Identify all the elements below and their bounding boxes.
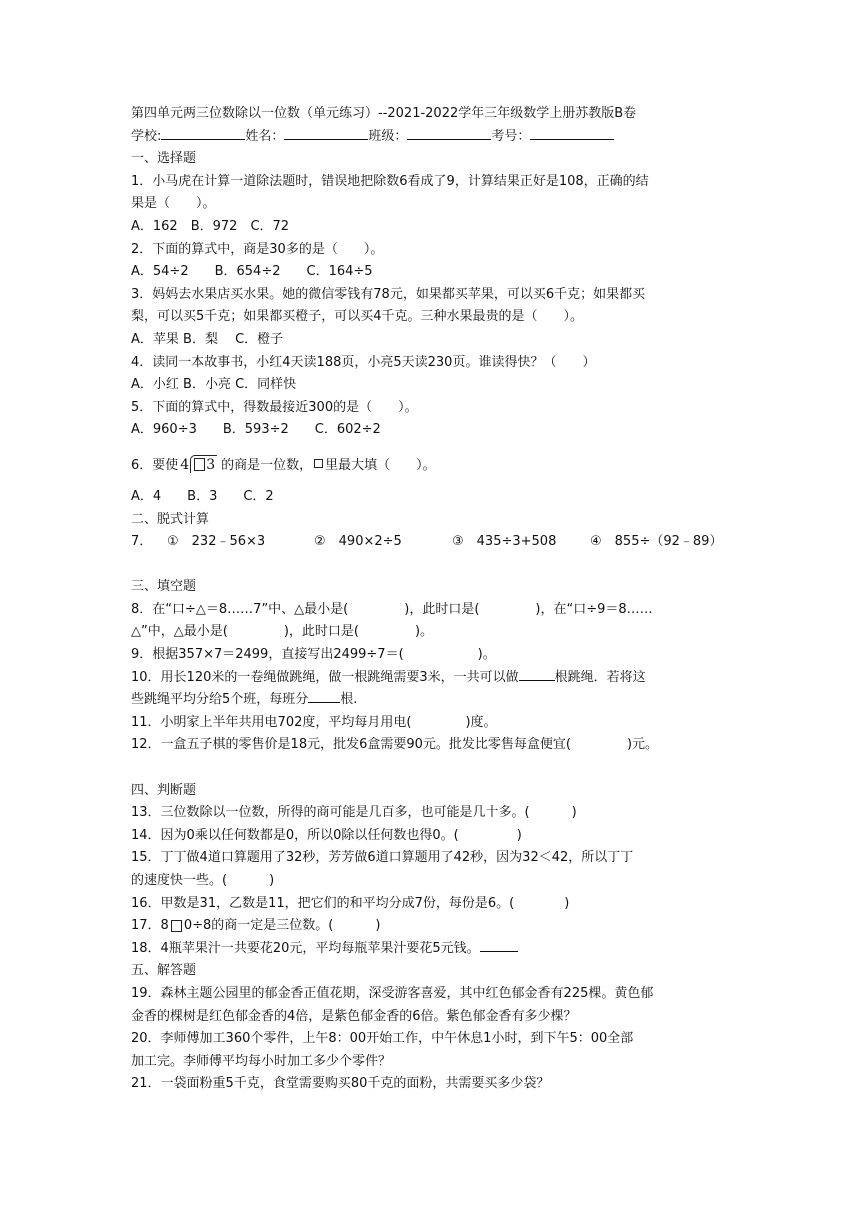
question-8-text: )，此时口是( [404, 601, 480, 617]
long-division-symbol [180, 455, 217, 473]
question-8-text: )，此时口是( [283, 624, 359, 640]
question-15-text: 的速度快一些。( [131, 873, 228, 888]
section-heading: 二、脱式计算 [131, 511, 210, 527]
question-11 [131, 712, 731, 735]
question-20-line-2: 加工完。李师傅平均每小时加工多少个零件？ [131, 1053, 392, 1069]
exam-number-field[interactable] [530, 126, 614, 140]
question-12 [131, 734, 731, 757]
question-9-text: 9．根据357×7＝2499，直接写出2499÷7＝( [131, 647, 404, 663]
question-12-text: 12．一盒五子棋的零售价是18元，批发6盒需要90元。批发比零售每盒便宜( [131, 737, 571, 753]
question-10-text: 根. [340, 692, 358, 708]
question-15-line-2 [131, 870, 731, 893]
question-6-stem [131, 442, 731, 486]
question-9 [131, 644, 731, 667]
question-13 [131, 802, 731, 825]
section-heading: 四、判断题 [131, 782, 197, 798]
question-20-line-1: 20．李师傅加工360个零件，上午8：00开始工作，中午休息1小时，到下午5：00全部 [131, 1031, 634, 1047]
section-heading: 三、填空题 [131, 579, 197, 595]
long-division-digit: 3 [206, 456, 216, 473]
question-8-text: )。 [414, 624, 434, 640]
small-box-icon [314, 459, 323, 468]
long-division-divisor: 4 [180, 456, 190, 473]
student-info-row [131, 126, 731, 149]
question-3-line-1: 3．妈妈去水果店买水果。她的微信零钱有78元，如果都买苹果，可以买6千克；如果都买 [131, 286, 646, 302]
calc-item: ① 232﹣56×3 [167, 534, 266, 550]
question-3-options: A．苹果 B．梨 C．橙子 [131, 331, 284, 347]
question-11-text: 11．小明家上半年共用电702度，平均每月用电( [131, 714, 412, 730]
calc-item: ③ 435÷3+508 [452, 534, 557, 550]
question-21: 21．一袋面粉重5千克，食堂需要购买80千克的面粉，共需要买多少袋？ [131, 1076, 550, 1092]
question-17-text: 0÷8的商一定是三位数。( [183, 918, 334, 934]
question-10-text: 10．用长120米的一卷绳做跳绳，做一根跳绳需要3米，一共可以做 [131, 669, 519, 685]
question-10-line-1 [131, 667, 731, 690]
exam-number-label: 考号： [491, 128, 531, 144]
question-1-line-1: 1．小马虎在计算一道除法题时，错误地把除数6看成了9，计算结果正好是108，正确的结 [131, 173, 649, 189]
question-8-text: )，在“口÷9＝8…… [535, 601, 653, 617]
question-19-line-2: 金香的棵树是红色郁金香的4倍，是紫色郁金香的6倍。紫色郁金香有多少棵？ [131, 1008, 577, 1024]
worksheet-title: 第四单元两三位数除以一位数（单元练习）--2021-2022学年三年级数学上册苏教版B卷 [131, 106, 637, 121]
question-15-line-1: 15．丁丁做4道口算题用了32秒，芳芳做6道口算题用了42秒，因为32＜42，所以丁丁 [131, 850, 634, 866]
question-15-text: ) [269, 873, 275, 888]
question-18-text: 18．4瓶苹果汁一共要花20元，平均每瓶苹果汁要花5元钱。 [131, 940, 480, 956]
question-13-text: ) [571, 805, 577, 821]
question-8-text: △”中，△最小是( [131, 624, 228, 640]
question-8-line-2 [131, 621, 731, 644]
answer-blank[interactable] [519, 667, 555, 681]
name-label: 姓名： [245, 128, 285, 144]
question-16-text: 16．甲数是31，乙数是11，把它们的和平均分成7份，每份是6。( [131, 895, 515, 911]
question-1-options: A．162 B．972 C．72 [131, 218, 290, 234]
question-17-text: 17．8 [131, 918, 169, 934]
question-9-text: )。 [477, 647, 496, 663]
calc-item: ② 490×2÷5 [314, 534, 402, 550]
question-6-middle: 的商是一位数， [221, 458, 313, 474]
question-6-prefix: 6．要使 [131, 458, 179, 474]
school-label: 学校: [131, 128, 162, 144]
question-6-suffix: 里最大填（ ）。 [325, 458, 436, 474]
question-14-text: ) [516, 827, 522, 843]
question-4-stem: 4．读同一本故事书，小红4天读188页，小亮5天读230页。谁读得快？（ ） [131, 354, 596, 370]
class-field[interactable] [407, 126, 491, 140]
question-10-line-2 [131, 689, 731, 712]
question-10-text: 些跳绳平均分给5个班，每班分 [131, 692, 309, 708]
question-18 [131, 938, 731, 961]
question-1-line-2: 果是（ ）。 [131, 196, 216, 212]
question-2-stem: 2．下面的算式中，商是30多的是（ ）。 [131, 241, 384, 257]
worksheet [131, 103, 731, 1096]
question-7 [131, 531, 731, 554]
question-16 [131, 893, 731, 916]
question-16-text: ) [564, 895, 570, 911]
section-heading: 五、解答题 [131, 963, 197, 979]
question-11-text: )度。 [465, 714, 497, 730]
digit-box-icon [171, 920, 182, 932]
question-19-line-1: 19．森林主题公园里的郁金香正值花期，深受游客喜爱，其中红色郁金香有225棵。黄色郁 [131, 985, 654, 1001]
question-4-options: A．小红 B．小亮 C．同样快 [131, 377, 297, 393]
answer-blank[interactable] [308, 689, 340, 703]
question-5-options: A．960÷3 B．593÷2 C．602÷2 [131, 422, 381, 438]
question-6-options: A．4 B．3 C．2 [131, 488, 274, 504]
question-5-stem: 5．下面的算式中，得数最接近300的是（ ）。 [131, 399, 418, 415]
question-14-text: 14．因为0乘以任何数都是0，所以0除以任何数也得0。( [131, 827, 459, 843]
question-10-text: 根跳绳．若将这 [554, 669, 646, 685]
school-field[interactable] [161, 126, 245, 140]
name-field[interactable] [284, 126, 368, 140]
question-3-line-2: 梨，可以买5千克；如果都买橙子，可以买4千克。三种水果最贵的是（ ）。 [131, 309, 584, 325]
class-label: 班级： [368, 128, 408, 144]
calc-item: ④ 855÷（92﹣89） [590, 534, 723, 550]
question-8-line-1 [131, 599, 731, 622]
digit-box-icon [194, 458, 205, 471]
question-13-text: 13．三位数除以一位数，所得的商可能是几百多，也可能是几十多。( [131, 805, 530, 821]
question-7-number: 7． [131, 534, 153, 550]
question-17-text: ) [375, 918, 381, 934]
section-heading: 一、选择题 [131, 151, 197, 167]
question-8-text: 8．在“口÷△＝8……7”中、△最小是( [131, 601, 349, 617]
question-14 [131, 825, 731, 848]
question-12-text: )元。 [626, 737, 659, 753]
question-17 [131, 915, 731, 938]
long-division-bracket [190, 455, 217, 473]
answer-blank[interactable] [480, 938, 518, 952]
question-2-options: A．54÷2 B．654÷2 C．164÷5 [131, 264, 373, 280]
